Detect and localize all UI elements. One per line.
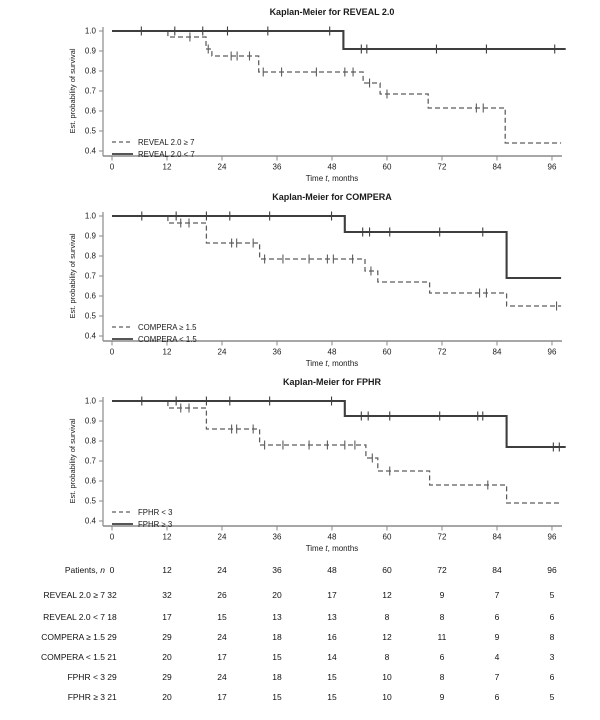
risk-table-cell: 11 [437, 632, 447, 642]
x-tick-label: 72 [437, 532, 447, 542]
risk-table-cell: 6 [494, 692, 500, 702]
risk-table-cell: 20 [162, 652, 172, 662]
y-tick-label: 0.5 [84, 311, 96, 321]
survival-curve-dashed [112, 216, 561, 306]
risk-table-cell: 7 [494, 590, 500, 600]
risk-table-row [0, 589, 600, 601]
x-tick-label: 84 [492, 162, 502, 172]
risk-table-cell: 10 [382, 692, 392, 702]
risk-table-cell: 8 [439, 612, 445, 622]
x-tick-label: 36 [272, 347, 282, 357]
y-tick-label: 0.4 [84, 146, 96, 156]
y-tick-label: 0.5 [84, 496, 96, 506]
legend-label: FPHR < 3 [138, 507, 173, 517]
risk-table-cell: 32 [162, 590, 172, 600]
km-chart-fphr-svg [0, 373, 600, 558]
risk-table-cell: 17 [217, 692, 227, 702]
y-tick-label: 0.6 [84, 106, 96, 116]
survival-curve-solid [112, 216, 561, 278]
risk-table-cell: 20 [272, 590, 282, 600]
patients-at-risk-table [0, 558, 600, 720]
risk-table-time-header: 36 [272, 565, 282, 575]
risk-table-cell: 18 [272, 672, 282, 682]
risk-table-cell: 9 [494, 632, 500, 642]
risk-table-cell: 24 [217, 632, 227, 642]
x-tick-label: 48 [327, 162, 337, 172]
y-tick-label: 1.0 [84, 26, 96, 36]
y-tick-label: 1.0 [84, 396, 96, 406]
risk-table-cell: 10 [382, 672, 392, 682]
x-tick-label: 0 [109, 532, 115, 542]
risk-table-time-header: 84 [492, 565, 502, 575]
x-tick-label: 12 [162, 162, 172, 172]
x-tick-label: 96 [547, 532, 557, 542]
x-tick-label: 84 [492, 532, 502, 542]
risk-table-row-label: REVEAL 2.0 ≥ 7 [43, 590, 105, 600]
x-tick-label: 60 [382, 347, 392, 357]
survival-curve-solid [112, 31, 566, 49]
risk-table-row [0, 611, 600, 623]
x-tick-label: 12 [162, 532, 172, 542]
x-tick-label: 84 [492, 347, 502, 357]
risk-table-cell: 29 [162, 672, 172, 682]
x-axis-title: Time t, months [305, 359, 359, 368]
y-tick-label: 1.0 [84, 211, 96, 221]
risk-table-cell: 6 [549, 612, 555, 622]
x-tick-label: 24 [217, 347, 227, 357]
risk-table-row-label: REVEAL 2.0 < 7 [43, 612, 105, 622]
x-tick-label: 36 [272, 532, 282, 542]
risk-table-cell: 6 [494, 612, 500, 622]
chart-title: Kaplan-Meier for REVEAL 2.0 [269, 7, 395, 17]
risk-table-header-row [0, 564, 600, 576]
risk-table-cell: 24 [217, 672, 227, 682]
km-chart-compera-svg [0, 188, 600, 373]
risk-table-cell: 17 [327, 590, 337, 600]
risk-table-row-label: COMPERA ≥ 1.5 [41, 632, 105, 642]
x-tick-label: 36 [272, 162, 282, 172]
risk-table-cell: 26 [217, 590, 227, 600]
y-tick-label: 0.4 [84, 331, 96, 341]
risk-table-cell: 29 [107, 672, 117, 682]
y-tick-label: 0.7 [84, 86, 96, 96]
risk-table-cell: 12 [382, 632, 392, 642]
risk-table-cell: 15 [327, 672, 337, 682]
x-tick-label: 72 [437, 347, 447, 357]
risk-table-cell: 13 [272, 612, 282, 622]
risk-table-time-header: 48 [327, 565, 337, 575]
km-chart-reveal [0, 3, 600, 188]
risk-table-cell: 17 [162, 612, 172, 622]
y-tick-label: 0.9 [84, 46, 96, 56]
legend-label: COMPERA ≥ 1.5 [138, 322, 197, 332]
risk-table-cell: 5 [549, 590, 555, 600]
risk-table-cell: 9 [439, 692, 445, 702]
y-axis-title: Est. probability of survival [68, 418, 77, 504]
legend-label: FPHR ≥ 3 [138, 519, 173, 529]
y-tick-label: 0.8 [84, 66, 96, 76]
x-tick-label: 0 [109, 162, 115, 172]
survival-curve-dashed [112, 31, 561, 143]
risk-table-cell: 5 [549, 692, 555, 702]
risk-table-time-header: 12 [162, 565, 172, 575]
risk-table-cell: 3 [549, 652, 555, 662]
risk-table-cell: 15 [272, 692, 282, 702]
risk-table-row [0, 631, 600, 643]
legend-label: REVEAL 2.0 ≥ 7 [138, 137, 195, 147]
risk-table-time-header: 72 [437, 565, 447, 575]
y-tick-label: 0.5 [84, 126, 96, 136]
x-axis-title: Time t, months [305, 174, 359, 183]
y-axis-title: Est. probability of survival [68, 233, 77, 319]
risk-table-row-label: FPHR < 3 [67, 672, 105, 682]
censor-marks-solid [142, 397, 560, 452]
risk-table-cell: 21 [107, 652, 117, 662]
chart-title: Kaplan-Meier for FPHR [282, 377, 382, 387]
risk-table-cell: 15 [272, 652, 282, 662]
risk-table-cell: 8 [384, 612, 390, 622]
y-tick-label: 0.7 [84, 456, 96, 466]
risk-table-cell: 29 [107, 632, 117, 642]
risk-table-cell: 18 [272, 632, 282, 642]
legend-label: REVEAL 2.0 < 7 [138, 149, 195, 159]
legend-label: COMPERA < 1.5 [138, 334, 197, 344]
risk-table-header-label-prefix: Patients, [64, 565, 101, 575]
y-axis-title: Est. probability of survival [68, 48, 77, 134]
km-chart-fphr [0, 373, 600, 558]
risk-table-cell: 8 [549, 632, 555, 642]
y-tick-label: 0.7 [84, 271, 96, 281]
x-tick-label: 12 [162, 347, 172, 357]
risk-table-cell: 4 [494, 652, 500, 662]
y-tick-label: 0.6 [84, 476, 96, 486]
risk-table-time-header: 24 [217, 565, 227, 575]
y-tick-label: 0.8 [84, 436, 96, 446]
y-tick-label: 0.6 [84, 291, 96, 301]
risk-table-row-label: FPHR ≥ 3 [67, 692, 105, 702]
x-tick-label: 72 [437, 162, 447, 172]
risk-table-row-label: COMPERA < 1.5 [40, 652, 105, 662]
risk-table-time-header: 0 [109, 565, 115, 575]
risk-table-cell: 21 [107, 692, 117, 702]
x-tick-label: 24 [217, 162, 227, 172]
x-tick-label: 96 [547, 162, 557, 172]
km-chart-compera [0, 188, 600, 373]
risk-table-row [0, 651, 600, 663]
x-tick-label: 24 [217, 532, 227, 542]
x-tick-label: 0 [109, 347, 115, 357]
y-tick-label: 0.4 [84, 516, 96, 526]
risk-table-cell: 8 [384, 652, 390, 662]
risk-table-cell: 6 [439, 652, 445, 662]
risk-table-cell: 32 [107, 590, 117, 600]
y-tick-label: 0.8 [84, 251, 96, 261]
risk-table-row [0, 671, 600, 683]
risk-table-cell: 17 [217, 652, 227, 662]
chart-title: Kaplan-Meier for COMPERA [272, 192, 392, 202]
x-tick-label: 60 [382, 532, 392, 542]
risk-table-cell: 8 [439, 672, 445, 682]
risk-table-cell: 15 [217, 612, 227, 622]
x-axis-title: Time t, months [305, 544, 359, 553]
x-tick-label: 60 [382, 162, 392, 172]
risk-table-cell: 20 [162, 692, 172, 702]
risk-table-time-header: 96 [547, 565, 557, 575]
risk-table-cell: 13 [327, 612, 337, 622]
risk-table-cell: 9 [439, 590, 445, 600]
km-chart-reveal-svg [0, 3, 600, 188]
risk-table-header-label-italic: n [100, 565, 105, 575]
x-tick-label: 48 [327, 347, 337, 357]
risk-table-cell: 29 [162, 632, 172, 642]
x-tick-label: 48 [327, 532, 337, 542]
risk-table-cell: 6 [549, 672, 555, 682]
risk-table-cell: 16 [327, 632, 337, 642]
risk-table-row [0, 691, 600, 703]
risk-table-cell: 14 [327, 652, 337, 662]
risk-table-cell: 18 [107, 612, 117, 622]
y-tick-label: 0.9 [84, 416, 96, 426]
x-tick-label: 96 [547, 347, 557, 357]
y-tick-label: 0.9 [84, 231, 96, 241]
risk-table-cell: 12 [382, 590, 392, 600]
risk-table-time-header: 60 [382, 565, 392, 575]
risk-table-cell: 7 [494, 672, 500, 682]
risk-table-cell: 15 [327, 692, 337, 702]
